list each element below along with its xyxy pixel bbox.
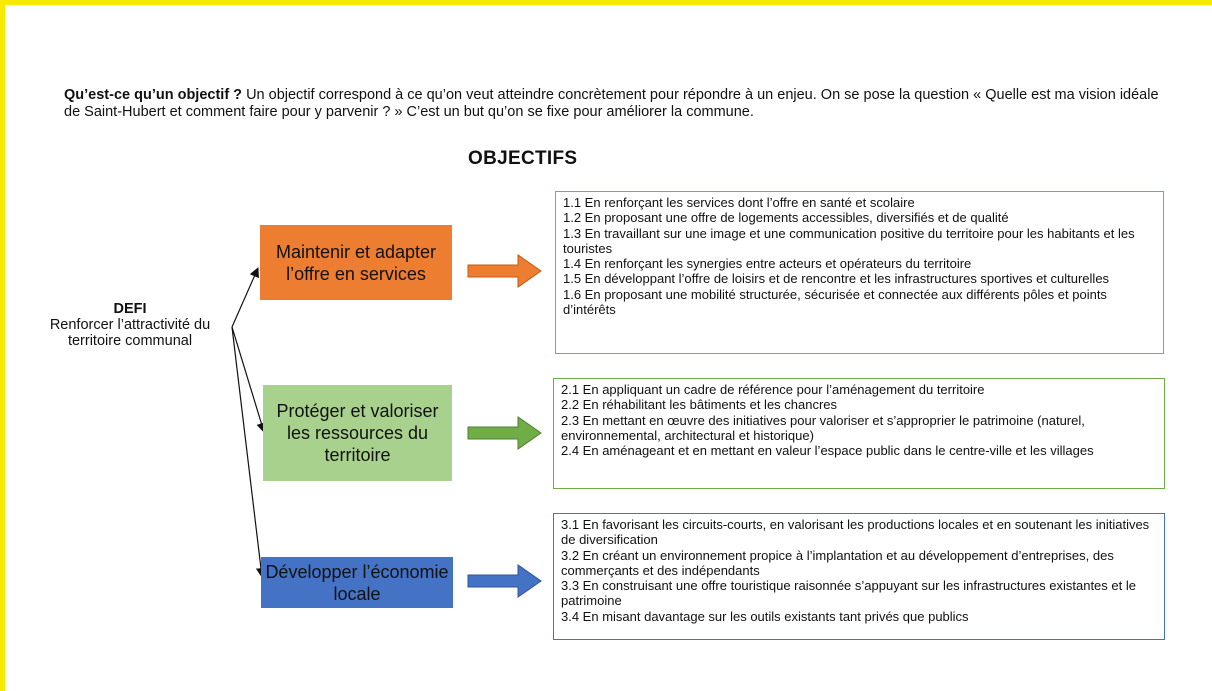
block-arrow-2 <box>468 417 541 449</box>
detail-item: 1.3 En travaillant sur une image et une communication positive du territoire pour les habitants et les touristes <box>563 225 1135 256</box>
defi-arrow-3 <box>232 327 262 577</box>
objectifs-title: OBJECTIFS <box>468 148 578 169</box>
detail-item: 3.2 En créant un environnement propice à l’implantation et au développement d’entreprises, des commerçants et des indépendants <box>561 547 1114 578</box>
details-box-ressources <box>553 378 1165 489</box>
goal-box-ressources: Protéger et valoriser les ressources du territoire <box>263 385 452 481</box>
detail-item: 1.1 En renforçant les services dont l’offre en santé et scolaire <box>563 195 915 210</box>
detail-item: 1.2 En proposant une offre de logements accessibles, diversifiés et de qualité <box>563 210 1009 226</box>
detail-item: 3.1 En favorisant les circuits-courts, en valorisant les productions locales et en soutenant les initiatives de diversification <box>561 517 1150 548</box>
block-arrow-3 <box>468 565 541 597</box>
detail-item: 2.1 En appliquant un cadre de référence pour l’aménagement du territoire <box>561 382 985 397</box>
goal-box-economie: Développer l’économie locale <box>261 557 453 608</box>
block-arrow-1 <box>468 255 541 287</box>
detail-item: 1.6 En proposant une mobilité structurée, sécurisée et connectée aux différents pôles et points d’intérêts <box>563 286 1107 318</box>
detail-item: 3.4 En misant davantage sur les outils existants tant privés que publics <box>561 608 969 624</box>
detail-item: 2.4 En aménageant et en mettant en valeur l’espace public dans le centre-ville et les villages <box>561 443 1094 459</box>
details-box-economie <box>553 513 1165 640</box>
details-box-services <box>555 191 1164 354</box>
defi-text: Renforcer l’attractivité du territoire communal <box>49 317 211 349</box>
intro-text: Un objectif correspond à ce qu’on veut atteindre concrètement pour répondre à un enjeu. On se pose la question « Quelle est ma vision idéale de Saint-Hubert et comment faire pour y parvenir ? » C’est un but qu’on se fixe pour améliorer la commune. <box>64 87 1159 120</box>
detail-item: 1.5 En développant l’offre de loisirs et de rencontre et les infrastructures sportives et culturelles <box>563 271 1110 287</box>
goal-box-services: Maintenir et adapter l’offre en services <box>260 225 452 300</box>
detail-item: 1.4 En renforçant les synergies entre acteurs et opérateurs du territoire <box>563 256 972 272</box>
defi-label: DEFI <box>113 301 147 317</box>
detail-item: 3.3 En construisant une offre touristique raisonnée s’appuyant sur les infrastructures existantes et le patrimoine <box>561 578 1136 609</box>
detail-item: 2.2 En réhabilitant les bâtiments et les chancres <box>561 397 838 413</box>
detail-item: 2.3 En mettant en œuvre des initiatives pour valoriser et s’approprier le patrimoine (naturel, environnemental, architectural et historique) <box>561 412 1085 443</box>
intro-question: Qu’est-ce qu’un objectif ? <box>64 87 243 103</box>
defi-arrow-2 <box>232 327 264 432</box>
defi-arrow-1 <box>232 268 258 327</box>
